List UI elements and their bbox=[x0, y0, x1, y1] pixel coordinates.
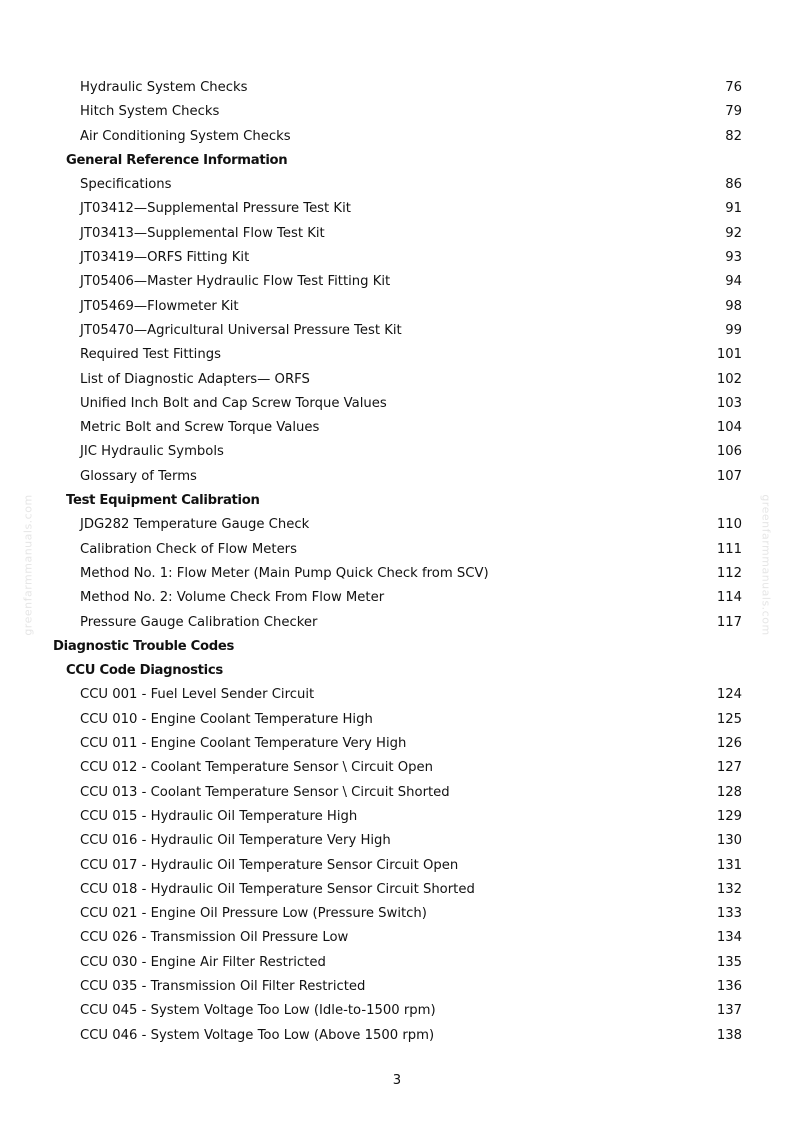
toc-entry-title: Test Equipment Calibration bbox=[66, 493, 260, 509]
toc-entry-page: 106 bbox=[716, 444, 742, 460]
toc-entry-title: CCU 010 - Engine Coolant Temperature High bbox=[80, 711, 373, 727]
toc-entry[interactable] bbox=[0, 173, 794, 197]
toc-entry-title: Hitch System Checks bbox=[80, 104, 220, 120]
toc-entry-page: 103 bbox=[716, 395, 742, 411]
toc-entry-page: 132 bbox=[716, 881, 742, 897]
toc-entry[interactable] bbox=[0, 76, 794, 100]
toc-entry-page: 107 bbox=[716, 468, 742, 484]
toc-entry-page: 104 bbox=[716, 420, 742, 436]
toc-entry-page: 76 bbox=[725, 80, 742, 95]
toc-entry-page: 117 bbox=[716, 614, 742, 630]
toc-entry-page: 136 bbox=[716, 978, 742, 994]
toc-entry-title: CCU Code Diagnostics bbox=[66, 663, 223, 679]
toc-entry-page: 127 bbox=[716, 760, 742, 776]
toc-entry-title: Calibration Check of Flow Meters bbox=[80, 541, 297, 557]
toc-entry[interactable] bbox=[0, 319, 794, 343]
toc-section-heading[interactable] bbox=[0, 489, 794, 513]
toc-entry-title: General Reference Information bbox=[66, 152, 288, 168]
toc-entry-title: CCU 017 - Hydraulic Oil Temperature Sensor Circuit Open bbox=[80, 857, 459, 873]
toc-entry-page: 133 bbox=[716, 906, 742, 922]
toc-entry-page: 99 bbox=[725, 322, 742, 338]
toc-entry[interactable] bbox=[0, 513, 794, 537]
toc-entry-title: CCU 013 - Coolant Temperature Sensor \ Circuit Shorted bbox=[80, 784, 450, 800]
toc-entry-page: 92 bbox=[725, 225, 742, 241]
toc-entry[interactable] bbox=[0, 125, 794, 149]
toc-entry-title: JT03413—Supplemental Flow Test Kit bbox=[80, 225, 325, 241]
toc-entry-page: 79 bbox=[725, 104, 742, 120]
toc-entry-page: 137 bbox=[716, 1003, 742, 1019]
toc-entry-page: 91 bbox=[725, 201, 742, 217]
toc-entry[interactable] bbox=[0, 586, 794, 610]
toc-entry[interactable] bbox=[0, 222, 794, 246]
toc-section-heading[interactable] bbox=[0, 659, 794, 683]
watermark-left: greenfarmmanuals.com bbox=[21, 494, 35, 636]
toc-entry-title: CCU 011 - Engine Coolant Temperature Very High bbox=[80, 736, 407, 752]
toc-entry[interactable] bbox=[0, 829, 794, 853]
toc-entry[interactable] bbox=[0, 416, 794, 440]
toc-entry[interactable] bbox=[0, 562, 794, 586]
toc-entry[interactable] bbox=[0, 902, 794, 926]
toc-entry-title: Air Conditioning System Checks bbox=[80, 128, 291, 144]
toc-entry-page: 98 bbox=[725, 298, 742, 314]
toc-entry[interactable] bbox=[0, 1024, 794, 1048]
toc-entry-page: 102 bbox=[716, 371, 742, 387]
toc-entry-title: JT03412—Supplemental Pressure Test Kit bbox=[80, 201, 351, 217]
toc-entry-page: 125 bbox=[716, 711, 742, 727]
toc-entry-page: 130 bbox=[716, 833, 742, 849]
toc-entry-title: Unified Inch Bolt and Cap Screw Torque Values bbox=[80, 395, 387, 411]
toc-entry[interactable] bbox=[0, 781, 794, 805]
toc-entry[interactable] bbox=[0, 440, 794, 464]
toc-entry[interactable] bbox=[0, 708, 794, 732]
toc-entry-title: CCU 016 - Hydraulic Oil Temperature Very High bbox=[80, 833, 391, 849]
toc-entry[interactable] bbox=[0, 756, 794, 780]
toc-entry-title: CCU 021 - Engine Oil Pressure Low (Pressure Switch) bbox=[80, 906, 427, 922]
toc-entry-page: 94 bbox=[725, 274, 742, 290]
toc-entry-title: JDG282 Temperature Gauge Check bbox=[80, 517, 310, 533]
toc-entry[interactable] bbox=[0, 368, 794, 392]
toc-entry-title: Method No. 1: Flow Meter (Main Pump Quick Check from SCV) bbox=[80, 565, 489, 581]
toc-entry[interactable] bbox=[0, 854, 794, 878]
toc-entry-page: 93 bbox=[725, 250, 742, 266]
toc-entry-title: CCU 026 - Transmission Oil Pressure Low bbox=[80, 930, 349, 946]
toc-entry[interactable] bbox=[0, 197, 794, 221]
toc-entry-title: JT03419—ORFS Fitting Kit bbox=[80, 250, 250, 266]
toc-entry[interactable] bbox=[0, 975, 794, 999]
toc-entry-title: JIC Hydraulic Symbols bbox=[80, 444, 224, 460]
toc-entry-title: Method No. 2: Volume Check From Flow Meter bbox=[80, 590, 385, 606]
toc-entry-title: JT05469—Flowmeter Kit bbox=[80, 298, 239, 314]
toc-entry-title: CCU 001 - Fuel Level Sender Circuit bbox=[80, 687, 315, 703]
watermark-right: greenfarmmanuals.com bbox=[759, 494, 773, 636]
toc-entry-page: 111 bbox=[716, 541, 742, 557]
table-of-contents bbox=[0, 76, 794, 1048]
toc-entry-title: Hydraulic System Checks bbox=[80, 80, 248, 95]
toc-entry-page: 131 bbox=[716, 857, 742, 873]
toc-entry-title: CCU 012 - Coolant Temperature Sensor \ Circuit Open bbox=[80, 760, 434, 776]
toc-entry[interactable] bbox=[0, 611, 794, 635]
toc-entry-page: 129 bbox=[716, 808, 742, 824]
toc-entry-title: CCU 015 - Hydraulic Oil Temperature High bbox=[80, 808, 358, 824]
toc-entry-page: 110 bbox=[716, 517, 742, 533]
toc-entry-title: Specifications bbox=[80, 177, 172, 193]
toc-section-heading[interactable] bbox=[0, 149, 794, 173]
toc-entry[interactable] bbox=[0, 392, 794, 416]
toc-entry-title: CCU 035 - Transmission Oil Filter Restricted bbox=[80, 978, 366, 994]
toc-entry-title: Glossary of Terms bbox=[80, 468, 197, 484]
toc-entry[interactable] bbox=[0, 246, 794, 270]
toc-entry[interactable] bbox=[0, 951, 794, 975]
toc-entry-title: Metric Bolt and Screw Torque Values bbox=[80, 420, 320, 436]
toc-entry-page: 138 bbox=[716, 1027, 742, 1043]
toc-entry[interactable] bbox=[0, 683, 794, 707]
toc-entry[interactable] bbox=[0, 465, 794, 489]
toc-section-heading[interactable] bbox=[0, 635, 794, 659]
toc-entry-title: Diagnostic Trouble Codes bbox=[53, 638, 235, 654]
toc-entry-title: CCU 030 - Engine Air Filter Restricted bbox=[80, 954, 326, 970]
toc-entry-title: JT05470—Agricultural Universal Pressure Test Kit bbox=[80, 322, 402, 338]
toc-entry-title: CCU 045 - System Voltage Too Low (Idle-to-1500 rpm) bbox=[80, 1003, 436, 1019]
toc-entry-title: JT05406—Master Hydraulic Flow Test Fitting Kit bbox=[80, 274, 391, 290]
toc-entry[interactable] bbox=[0, 926, 794, 950]
toc-entry[interactable] bbox=[0, 878, 794, 902]
toc-entry[interactable] bbox=[0, 538, 794, 562]
toc-entry[interactable] bbox=[0, 270, 794, 294]
toc-entry[interactable] bbox=[0, 343, 794, 367]
toc-entry-page: 128 bbox=[716, 784, 742, 800]
toc-entry-title: List of Diagnostic Adapters— ORFS bbox=[80, 371, 310, 387]
toc-entry-page: 124 bbox=[716, 687, 742, 703]
toc-entry-page: 112 bbox=[716, 565, 742, 581]
toc-entry-page: 135 bbox=[716, 954, 742, 970]
toc-entry-page: 101 bbox=[716, 347, 742, 363]
toc-entry[interactable] bbox=[0, 805, 794, 829]
toc-entry-title: CCU 018 - Hydraulic Oil Temperature Sensor Circuit Shorted bbox=[80, 881, 475, 897]
toc-entry-page: 86 bbox=[725, 177, 742, 193]
page-number: 3 bbox=[392, 1073, 402, 1088]
toc-entry-title: Required Test Fittings bbox=[80, 347, 221, 363]
toc-entry-page: 134 bbox=[716, 930, 742, 946]
toc-entry[interactable] bbox=[0, 732, 794, 756]
toc-entry-page: 82 bbox=[725, 128, 742, 144]
toc-entry-title: CCU 046 - System Voltage Too Low (Above 1500 rpm) bbox=[80, 1027, 435, 1043]
toc-entry-page: 114 bbox=[716, 590, 742, 606]
toc-entry[interactable] bbox=[0, 295, 794, 319]
toc-entry[interactable] bbox=[0, 999, 794, 1023]
toc-entry-title: Pressure Gauge Calibration Checker bbox=[80, 614, 318, 630]
toc-entry[interactable] bbox=[0, 100, 794, 124]
toc-entry-page: 126 bbox=[716, 736, 742, 752]
